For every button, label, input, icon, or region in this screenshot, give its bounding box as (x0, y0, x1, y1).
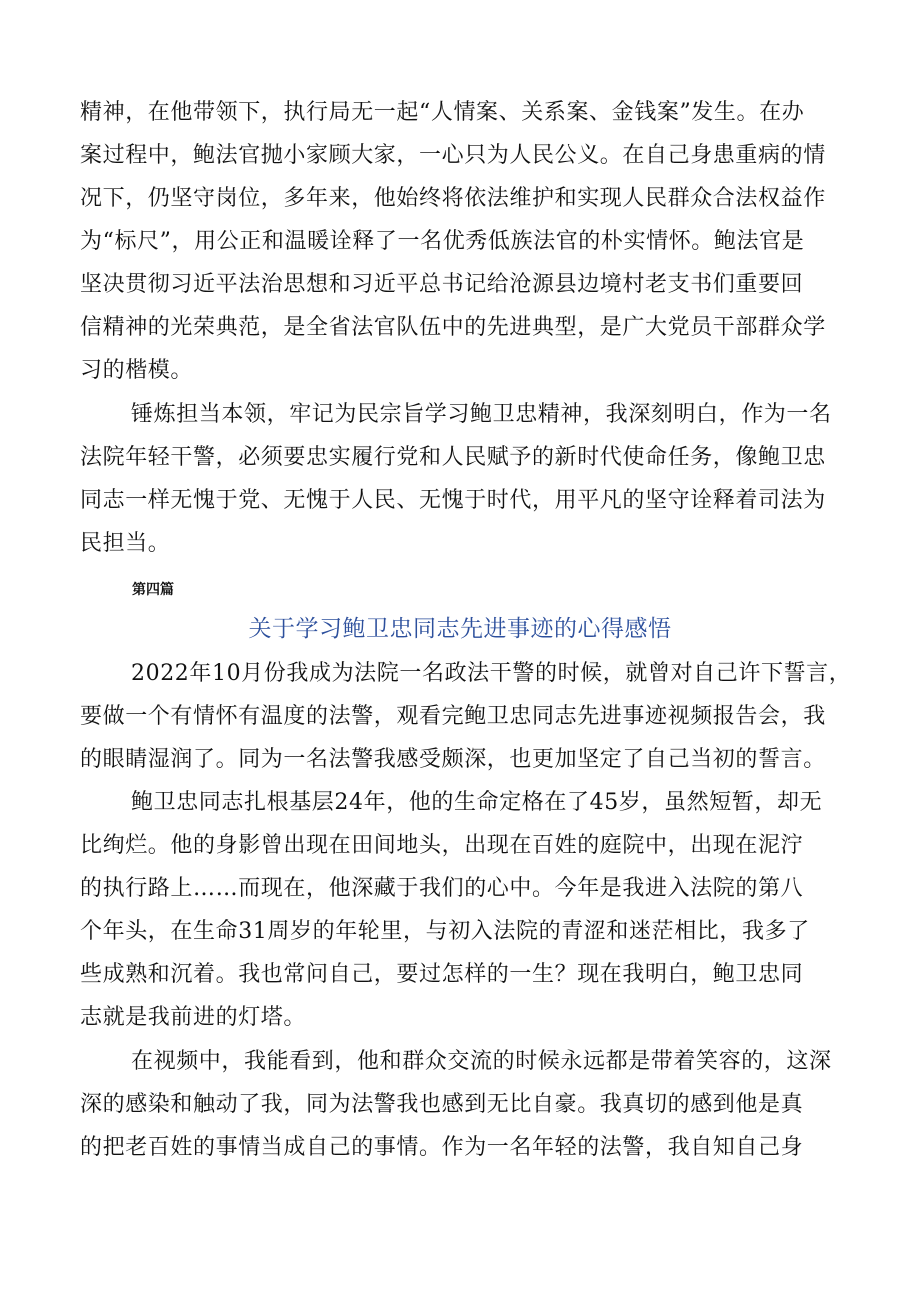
paragraph-3-line-2: 要做一个有情怀有温度的法警，观看完鲍卫忠同志先进事迹视频报告会，我 (80, 704, 826, 729)
paragraph-1-line-4: 为“标尺”，用公正和温暖诠释了一名优秀低族法官的朴实情怀。鲍法官是 (80, 229, 805, 254)
paragraph-4-line-4: 个年头，在生命31周岁的年轮里，与初入法院的青涩和迷茫相比，我多了 (80, 919, 810, 944)
paragraph-2-line-1: 锤炼担当本领，牢记为民宗旨学习鲍卫忠精神，我深刻明白，作为一名 (131, 402, 832, 427)
article-heading: 关于学习鲍卫忠同志先进事迹的心得感悟 (248, 616, 672, 642)
paragraph-1-line-2: 案过程中，鲍法官抛小家顾大家，一心只为人民公义。在自己身患重病的情 (80, 143, 826, 168)
paragraph-1-line-6: 信精神的光荣典范，是全省法官队伍中的先进典型，是广大党员干部群众学 (80, 315, 826, 340)
paragraph-4-line-1: 鲍卫忠同志扎根基层24年，他的生命定格在了45岁，虽然短暂，却无 (131, 790, 823, 815)
paragraph-4-line-3: 的执行路上……而现在，他深藏于我们的心中。今年是我进入法院的第八 (80, 876, 804, 901)
paragraph-4-line-5: 些成熟和沉着。我也常问自己，要过怎样的一生？现在我明白，鲍卫忠同 (80, 962, 804, 987)
paragraph-2-line-3: 同志一样无愧于党、无愧于人民、无愧于时代，用平凡的坚守诠释着司法为 (80, 488, 826, 513)
paragraph-5-line-3: 的把老百姓的事情当成自己的事情。作为一名年轻的法警，我自知自己身 (80, 1135, 804, 1160)
paragraph-2-line-2: 法院年轻干警，必须要忠实履行党和人民赋予的新时代使命任务，像鲍卫忠 (80, 445, 826, 470)
paragraph-4-line-6: 志就是我前进的灯塔。 (80, 1005, 307, 1030)
paragraph-5-line-2: 深的感染和触动了我，同为法警我也感到无比自豪。我真切的感到他是真 (80, 1092, 804, 1117)
paragraph-5-line-1: 在视频中，我能看到，他和群众交流的时候永远都是带着笑容的，这深 (131, 1049, 832, 1074)
paragraph-1-line-7: 习的楷模。 (80, 358, 194, 383)
paragraph-2-line-4: 民担当。 (80, 531, 171, 556)
paragraph-1-line-1: 精神，在他带领下，执行局无一起“人情案、关系案、金钱案”发生。在办 (80, 100, 805, 125)
paragraph-1-line-5: 坚决贯彻习近平法治思想和习近平总书记给沧源县边境村老支书们重要回 (80, 272, 804, 297)
paragraph-1-line-3: 况下，仍坚守岗位，多年来，他始终将依法维护和实现人民群众合法权益作 (80, 186, 826, 211)
paragraph-3-line-3: 的眼睛湿润了。同为一名法警我感受颇深，也更加坚定了自己当初的誓言。 (80, 747, 826, 772)
section-label: 第四篇 (132, 582, 174, 598)
paragraph-4-line-2: 比绚烂。他的身影曾出现在田间地头，出现在百姓的庭院中，出现在泥泞 (80, 833, 804, 858)
paragraph-3-line-1: 2022年10月份我成为法院一名政法干警的时候，就曾对自己许下誓言， (131, 661, 852, 686)
